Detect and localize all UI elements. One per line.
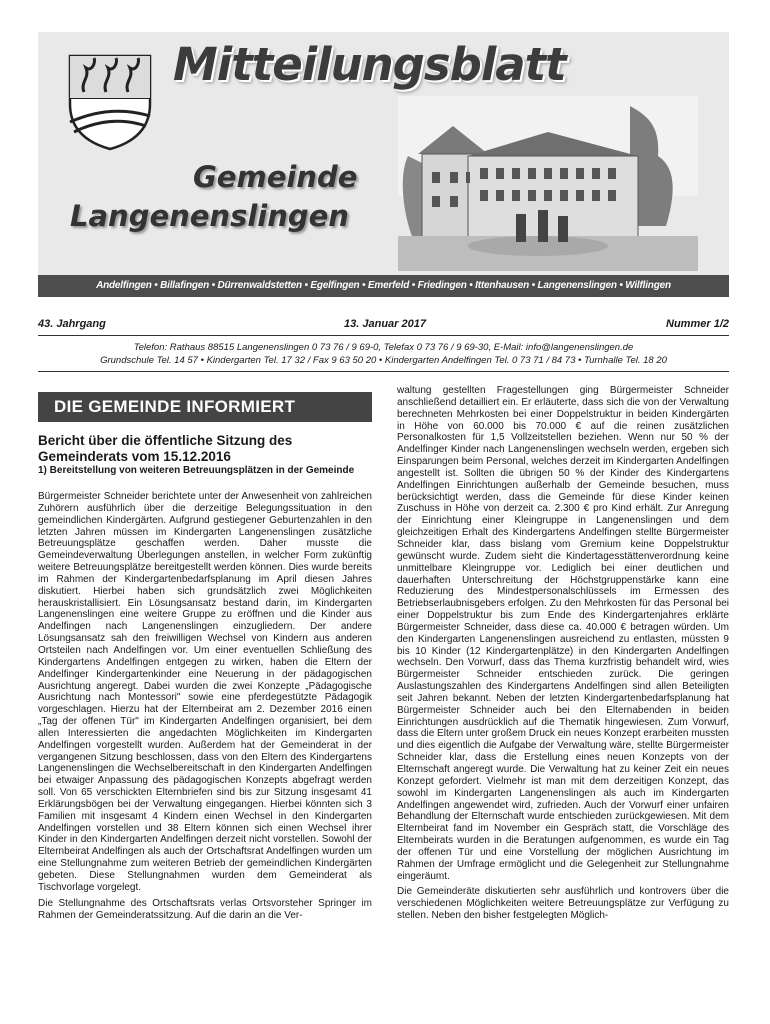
castle-photo [398,96,698,271]
article-subheadline: 1) Bereitstellung von weiteren Betreuungsplätzen in der Gemeinde [38,465,355,476]
article-paragraph: Die Gemeinderäte diskutierten sehr ausführlich und kontrovers über die verschiedenen Möglichkeiten weitere Betreuungsplätze zur Verfügung zu stellen. Neben den bisher festgelegten Möglich- [397,886,729,922]
contact-line-1: Telefon: Rathaus 88515 Langenenslingen 0 73 76 / 9 69-0, Telefax 0 73 76 / 9 69-30, E-Mail: info@langenenslingen.de [133,342,634,353]
article-paragraph: Die Stellungnahme des Ortschaftsrats verlas Ortsvorsteher Springer im Rahmen der Gemeinderatssitzung. Auf die darin an die Ver- [38,897,372,921]
divider-top [38,335,729,336]
masthead-subtitle-line2: Langenenslingen [70,199,349,233]
villages-bar: Andelfingen • Billafingen • Dürrenwaldstetten • Egelfingen • Emerfeld • Friedingen • Ittenhausen • Langenenslingen • Wilflingen [38,275,729,297]
masthead-subtitle-line1: Gemeinde [193,160,358,194]
coat-of-arms-logo [66,52,154,152]
masthead-title: Mitteilungsblatt [173,38,566,91]
article-left-column [38,491,372,1021]
issue-date: 13. Januar 2017 [344,318,426,330]
article-headline: Bericht über die öffentliche Sitzung des Gemeinderats vom 15.12.2016 [38,433,293,464]
contact-line-2: Grundschule Tel. 14 57 • Kindergarten Tel. 17 32 / Fax 9 63 50 20 • Kindergarten Andelfingen Tel. 0 73 71 / 84 73 • Turnhalle Tel. 18 20 [100,355,667,366]
issue-number: Nummer 1/2 [666,318,729,330]
article-paragraph: Bürgermeister Schneider berichtete unter der Anwesenheit von zahlreichen Zuhörern ausführlich über die derzeitige Belegungssituation in den gemeindlichen Kindergärten. Aufgrund gestiegener Geburtenzahlen in den letzten Jahren müssen im Kindergarten Langenenslingen zusätzliche Betreuungsplätze geschaffen werden. Daher musste die Gemeindeverwaltung Überlegungen anstellen, in welcher Form zukünftig weitere Betreuungsplätze bereitgestellt werden können. Dies wurde bereits im Rahmen der Kindergartenbedarfsplanung im April diesen Jahres diskutiert. Hierbei haben sich grundsätzlich zwei Möglichkeiten herauskristallisiert. Ein Lösungsansatz bestand darin, im Kindergarten Langenenslingen eine weitere Gruppe zu eröffnen und die Kinder aus Andelfingen nach Langenenslingen einzugliedern. Der andere Lösungsansatz sah den freiwilligen Wechsel von Kindern aus anderen Ortsteilen nach Andelfingen vor. Um einer eventuellen Schließung des Kindergartens Andelfingen entgegen zu wirken, haben die Eltern der Andelfinger Kindergartenkinder eine Neuerung in der pädagogischen Ausrichtung angeregt. Dabei wurden die zwei Konzepte „Pädagogische Ausrichtung nach Montessori" sowie eine pferdegestützte Pädagogik vorgeschlagen. Hierzu hat der Elternbeirat am 2. Dezember 2016 einen „Tag der offenen Tür" im Kindergarten Andelfingen organisiert, bei dem allen Interessierten die angedachten Möglichkeiten im Kindergarten Andelfingen vorgestellt wurden. Außerdem hat der Gemeinderat in der vergangenen Sitzung beschlossen, dass von den Eltern des Kindergartens Langenenslingen die Wechselbereitschaft in den Kindergarten Andelfingen bei etwaiger Anpassung des pädagogischen Konzepts abgefragt werden soll. Von 65 verschickten Elternbriefen sind bis zur Sitzung insgesamt 41 Erklärungsbögen bei der Verwaltung eingegangen. Hierbei könnten sich 3 Familien mit insgesamt 4 Kindern einen Wechsel in den Kindergarten Andelfingen vorstellen und 38 Eltern können sich einen Wechsel ihrer Kinder in den Kindergarten Andelfingen derzeit nicht vorstellen. Sowohl der Elternbeirat Andelfingen als auch der Ortschaftsrat Andelfingen wurden um eine Stellungnahme zum weiteren Betrieb der gemeindlichen Kindergärten gebeten. Diese Stellungnahmen wurden dem Gemeinderat als Tischvorlage vorgelegt. [38,491,372,893]
section-banner: DIE GEMEINDE INFORMIERT [38,392,372,422]
divider-bottom [38,371,729,372]
article-right-column [397,385,729,1021]
article-paragraph: waltung gestellten Fragestellungen ging Bürgermeister Schneider anschließend detailliert ein. Er erläuterte, dass sich die von der Verwaltung berechneten Mehrkosten bei einer Doppelstruktur in beiden Kindergärten in Höhe von 60.000 bis 70.000 € auf die reinen zusätzlichen Personalkosten für 1,5 Vollzeitstellen beziehen. Wenn nur 50 % der Andelfinger Kinder nach Langenenslingen wechseln werden, ergeben sich Einsparungen beim Personal, welches derzeit im Kindergarten Andelfingen angestellt ist. Sollten die übrigen 50 % der Kinder des Kindergartens Andelfingen Einrichtungen außerhalb der Gemeinde besuchen, muss berücksichtigt werden, dass die Gemeinde für diese Kinder keinen Zuschuss in Höhe von derzeit ca. 2.300 € pro Kind erhält. Zur Anregung der Einrichtung einer Kleingruppe in Langenenslingen und dem gleichzeitigen Erhalt des Kindergartens Andelfingen stellte Bürgermeister Schneider klar, dass bislang vom Gremium keine Doppelstruktur gewünscht wurde. Zudem sieht die Kindertagesstättenverordnung keine unmittelbare Kleingruppe vor. Lediglich bei einer deutlichen und dauerhaften Unterschreitung der Höchstgruppenstärke kann eine Reduzierung des Mindestpersonalschlüssels im Ermessen des Betriebserlaubnisgebers erfolgen. Zu den Mehrkosten für das Personal bei einer Doppelstruktur bis zum Ende des Kindergartenjahres erklärte Bürgermeister Schneider, dass diese ca. 40.000 € betragen würden. Um den Kindergarten Langenenslingen ausreichend zu entlasten, müssten 9 bis 10 Kinder (12 Kindergartenplätze) in den Kindergarten Andelfingen wechseln. Den Vorwurf, dass das Thema kurzfristig behandelt wird, wies Bürgermeister Schneider entschieden zurück. Die geringen Auslastungszahlen des Kindergartens Andelfingen sind allen Beteiligten seit Jahren bekannt. Neben der letzten Kindergartenbedarfsplanung hat Bürgermeister Schneider auch bei den Elternabenden in beiden Einrichtungen ausdrücklich auf die Thematik hingewiesen. Zum Vorwurf, dass die Eltern unter großem Druck ein neues Konzept erarbeiten mussten und dies eigentlich die Aufgabe der Verwaltung wäre, stellte Bürgermeister Schneider klar, dass die Erstellung eines neuen Konzepts von der Elternschaft angeregt wurde. Die Verwaltung hat zu keiner Zeit ein neues Konzept gefordert. Vielmehr ist man mit dem derzeitigen Konzept, das sowohl im Kindergarten Langenenslingen als auch im Kindergarten Andelfingen angewendet wird, zufrieden. Auch der Vorwurf einer unfairen Behandlung der Elternschaft wurde entschieden zurückgewiesen. Mit dem Elternbeirat fand im November ein Gespräch statt, die Vorschläge des Elternbeirats wurden in die Beratungen aufgenommen, es wurde ein Tag der offenen Tür und eine Vorstellung der möglichen Ausrichtung im Rahmen der Umfrage ermöglicht und die Gelegenheit zur Stellungnahme eingeräumt. [397,385,729,882]
volume-label: 43. Jahrgang [38,318,106,330]
